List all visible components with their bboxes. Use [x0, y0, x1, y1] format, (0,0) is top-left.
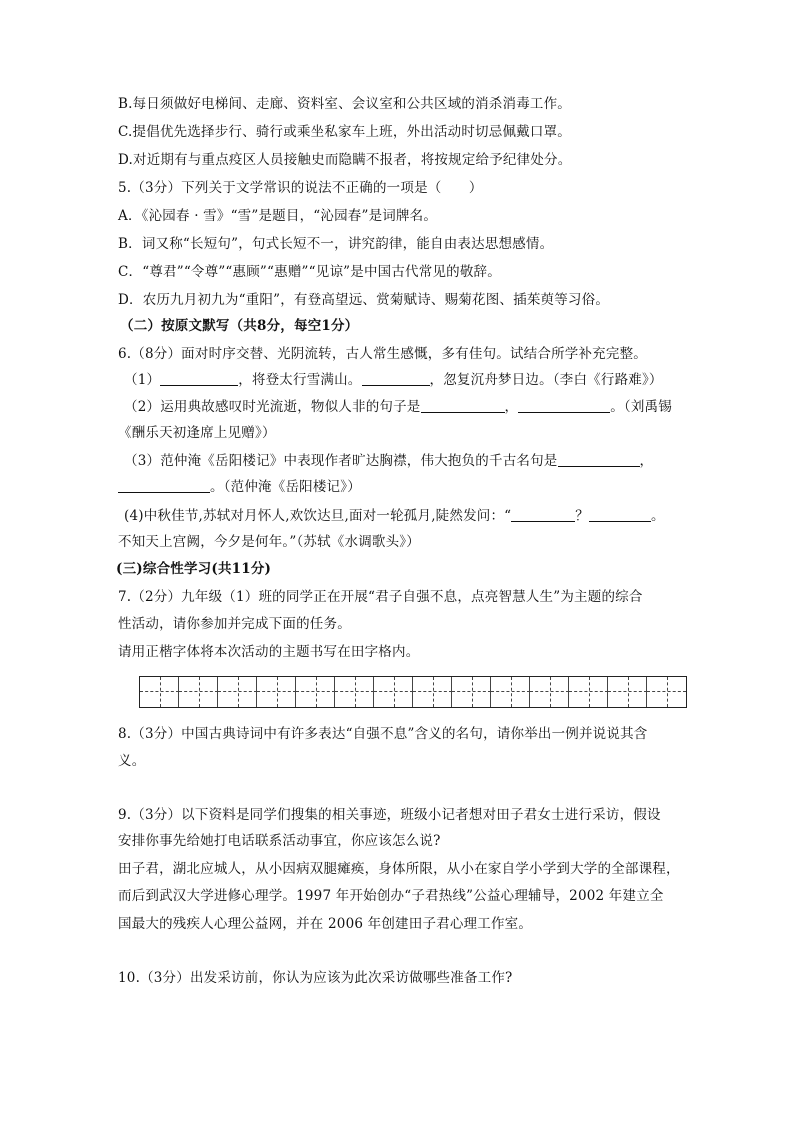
q6-part1-prefix: （1） [124, 372, 161, 388]
q6-stem: 6.（8分）面对时序交替、光阴流转，古人常生感慨，多有佳句。试结合所学补充完整。 [118, 346, 647, 362]
line-q4-optD: D.对近期有与重点疫区人员接触史而隐瞒不报者，将按规定给予纪律处分。 [118, 152, 572, 168]
q6-part3-cont [118, 478, 361, 496]
q6-part4 [124, 507, 665, 525]
q6-part2-mid: ， [504, 399, 519, 415]
q6-part4-end: 。 [651, 508, 665, 524]
grid-cell[interactable] [140, 677, 179, 707]
answer-blank[interactable] [118, 478, 210, 493]
q7-line2: 性活动，请你参加并完成下面的任务。 [118, 616, 351, 632]
grid-cell[interactable] [569, 677, 608, 707]
q8-line2: 义。 [118, 753, 146, 769]
grid-cell[interactable] [491, 677, 530, 707]
q9-line1: 9.（3分）以下资料是同学们搜集的相关事迹，班级小记者想对田子君女士进行采访，假设 [118, 807, 661, 823]
grid-cell[interactable] [530, 677, 569, 707]
q5-optD: D．农历九月初九为“重阳”，有登高望远、赏菊赋诗、赐菊花图、插茱萸等习俗。 [118, 292, 610, 308]
grid-cell[interactable] [452, 677, 491, 707]
grid-cell[interactable] [179, 677, 218, 707]
q5-optC: C．“尊君”“令尊”“惠顾”“惠赠”“见谅”是中国古代常见的敬辞。 [118, 264, 501, 280]
q6-part2 [124, 398, 672, 416]
q6-part1-mid: ，将登太行雪满山。 [238, 372, 362, 388]
q6-part1 [124, 371, 663, 389]
line-q4-optC: C.提倡优先选择步行、骑行或乘坐私家车上班，外出活动时切忌佩戴口罩。 [118, 124, 571, 140]
q9-line5: 国最大的残疾人心理公益网，并在 2006 年创建田子君心理工作室。 [118, 916, 533, 932]
answer-blank[interactable] [421, 398, 505, 413]
q10-line1: 10.（3分）出发采访前，你认为应该为此次采访做哪些准备工作? [118, 970, 513, 986]
q9-line2: 安排你事先给她打电话联系活动事宜，你应该怎么说? [118, 833, 441, 849]
q6-part4-cont: 不知天上宫阙，今夕是何年。”（苏轼《水调歌头》） [118, 534, 420, 550]
q9-line4: 而后到武汉大学进修心理学。1997 年开始创办“子君热线”公益心理辅导，2002 年建立全 [118, 888, 664, 904]
grid-cell[interactable] [647, 677, 686, 707]
q5-optB: B．词又称“长短句”，句式长短不一，讲究韵律，能自由表达思想感情。 [118, 236, 554, 252]
q6-part4-prefix: (4)中秋佳节,苏轼对月怀人,欢饮达旦,面对一轮孤月,陡然发问：“ [124, 508, 512, 524]
grid-cell[interactable] [296, 677, 335, 707]
q6-part2-suffix: 。（刘禹锡 [610, 399, 672, 415]
q7-line3: 请用正楷字体将本次活动的主题书写在田字格内。 [118, 644, 420, 660]
section2-title: （二）按原文默写（共8分，每空1分） [120, 318, 359, 334]
q5-optA: A．《沁园春 · 雪》“雪”是题目，“沁园春”是词牌名。 [118, 208, 438, 224]
grid-cell[interactable] [413, 677, 452, 707]
q9-line3: 田子君，湖北应城人，从小因病双腿瘫痪，身体所限，从小在家自学小学到大学的全部课程， [118, 861, 680, 877]
answer-blank[interactable] [160, 371, 238, 386]
q6-part2-source: 《酬乐天初逢席上见赠》） [118, 425, 276, 441]
answer-blank[interactable] [589, 507, 651, 522]
answer-blank[interactable] [518, 398, 610, 413]
q7-line1: 7.（2分）九年级（1）班的同学正在开展“君子自强不息，点亮智慧人生”为主题的综合 [118, 589, 643, 605]
answer-blank[interactable] [511, 507, 575, 522]
grid-cell[interactable] [374, 677, 413, 707]
q8-line1: 8.（3分）中国古典诗词中有许多表达“自强不息”含义的名句，请你举出一例并说说其含 [118, 726, 648, 742]
answer-blank[interactable] [362, 371, 430, 386]
grid-cell[interactable] [608, 677, 647, 707]
tianzi-grid[interactable] [139, 676, 687, 708]
section3-title: (三)综合性学习(共11分) [116, 561, 272, 577]
answer-blank[interactable] [558, 452, 640, 467]
q6-part3-suffix: 。（范仲淹《岳阳楼记》） [210, 479, 361, 495]
q6-part1-suffix: ，忽复沉舟梦日边。（李白《行路难》） [429, 372, 663, 388]
grid-cell[interactable] [257, 677, 296, 707]
q5-stem: 5.（3分）下列关于文学常识的说法不正确的一项是（ ） [118, 180, 483, 196]
line-q4-optB: B.每日须做好电梯间、走廊、资料室、会议室和公共区域的消杀消毒工作。 [118, 96, 572, 112]
q6-part3-prefix: （3）范仲淹《岳阳楼记》中表现作者旷达胸襟，伟大抱负的千古名句是 [124, 453, 558, 469]
q6-part3-mid: ， [639, 453, 654, 469]
q6-part4-mid: ？ [575, 508, 589, 524]
grid-cell[interactable] [218, 677, 257, 707]
q6-part2-prefix: （2）运用典故感叹时光流逝，物似人非的句子是 [124, 399, 421, 415]
grid-cell[interactable] [335, 677, 374, 707]
q6-part3 [124, 452, 653, 470]
